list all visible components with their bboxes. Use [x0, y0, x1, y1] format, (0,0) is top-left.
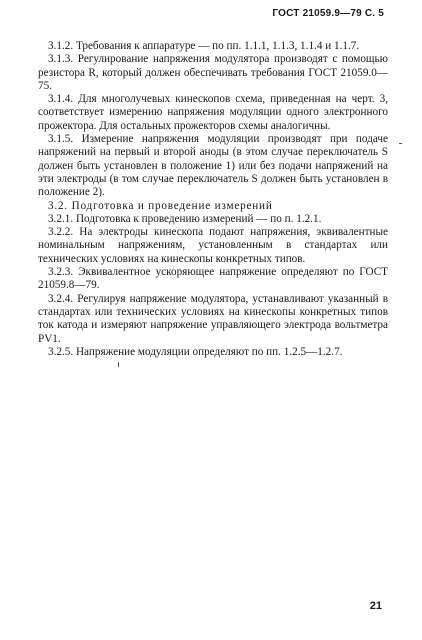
paragraph-3-1-5: 3.1.5. Измерение напряжения модуляции производят при подаче напряжений на первый и второй аноды (в этом случае переключатель S должен быть установлен в положение 1) или без подачи напряжений на эти электроды (в том случае переключатель S должен быть установлен в положение 2).	[38, 133, 388, 199]
section-heading-3-2: 3.2. Подготовка и проведение измерений	[48, 199, 273, 212]
paragraph-3-2-1: 3.2.1. Подготовка к проведению измерений — по п. 1.2.1.	[48, 212, 322, 225]
paragraph-3-2-3: 3.2.3. Эквивалентное ускоряющее напряжение определяют по ГОСТ 21059.8—79.	[38, 266, 388, 292]
scan-speck	[399, 143, 402, 144]
page-header: ГОСТ 21059.9—79 С. 5	[272, 8, 384, 19]
paragraph-3-2-4: 3.2.4. Регулируя напряжение модулятора, устанавливают указанный в стандартах или технических условиях на кинескопы конкретных типов ток катода и измеряют напряжение управляющего электрода вольтметра PV1.	[38, 292, 388, 345]
paragraph-3-1-2: 3.1.2. Требования к аппаратуре — по пп. 1.1.1, 1.1.3, 1.1.4 и 1.1.7.	[48, 40, 360, 52]
paragraph-3-2-2: 3.2.2. На электроды кинескопа подают напряжения, эквивалентные номинальным напряжениям, установленным в стандартах или технических условиях на кинескопы конкретных типов.	[38, 226, 388, 265]
page-number: 21	[369, 600, 382, 612]
paragraph-3-2-5: 3.2.5. Напряжение модуляции определяют по пп. 1.2.5—1.2.7.	[48, 345, 343, 358]
scan-speck	[118, 362, 119, 367]
document-body	[38, 40, 388, 359]
paragraph-3-1-3: 3.1.3. Регулирование напряжения модулятора производят с помощью резистора R, который должен обеспечивать требования ГОСТ 21059.0—75.	[38, 53, 388, 92]
paragraph-3-1-4: 3.1.4. Для многолучевых кинескопов схема, приведенная на черт. 3, соответствует измерению напряжения модуляции одного электронного прожектора. Для остальных прожекторов схемы аналогичны.	[38, 93, 388, 132]
